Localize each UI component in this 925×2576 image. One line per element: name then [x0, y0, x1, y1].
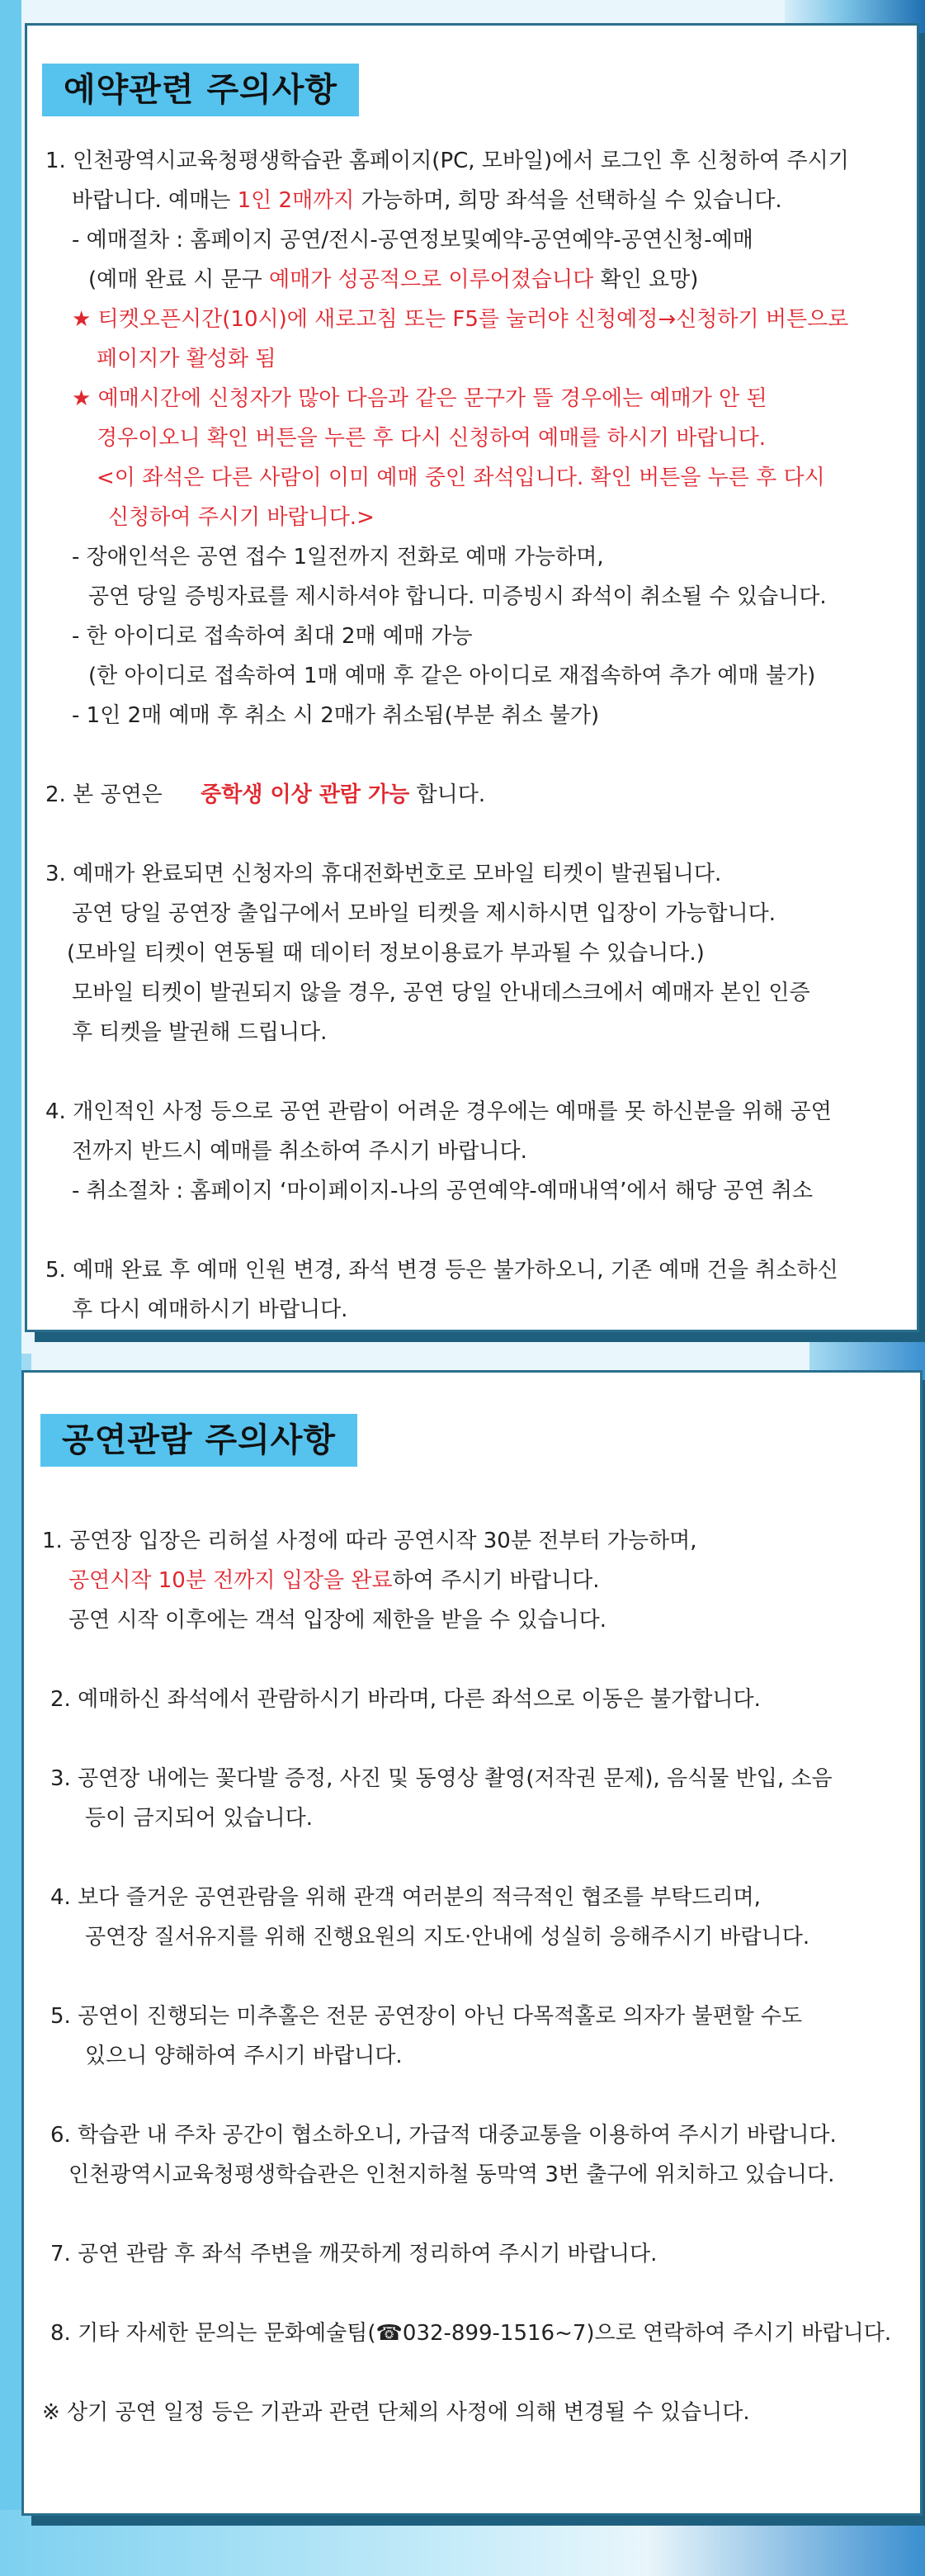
highlight-text: 1인 2매까지	[237, 188, 355, 213]
highlight-text: 공연시작 10분 전까지 입장을 완료	[68, 1568, 393, 1593]
notice-line: 전까지 반드시 예매를 취소하여 주시기 바랍니다.	[72, 1139, 527, 1164]
spacer	[45, 1052, 900, 1092]
notice-line: 7. 공연 관람 후 좌석 주변을 깨끗하게 정리하여 주시기 바랍니다.	[50, 2242, 658, 2266]
notice-line: 5. 공연이 진행되는 미추홀은 전문 공연장이 아닌 다목적홀로 의자가 불편할 수도	[50, 2004, 803, 2029]
notice-line: 공연 시작 이후에는 객석 입장에 제한을 받을 수 있습니다.	[68, 1608, 607, 1633]
notice-line: 공연장 질서유지를 위해 진행요원의 지도·안내에 성실히 응해주시기 바랍니다.	[85, 1925, 810, 1950]
notice-line	[45, 300, 900, 339]
notice-line: 1. 인천광역시교육청평생학습관 홈페이지(PC, 모바일)에서 로그인 후 신청하여 주시기	[45, 149, 849, 173]
performance-notice-panel	[21, 1370, 923, 2516]
notice-line: - 예매절차 : 홈페이지 공연/전시-공연정보및예약-공연예약-공연신청-예매	[72, 228, 753, 253]
background-accent-bottom	[0, 2510, 925, 2576]
notice-line: 공연 당일 증빙자료를 제시하셔야 합니다. 미증빙시 좌석이 취소될 수 있습니다.	[88, 584, 827, 609]
performance-notice-body	[42, 1521, 904, 2432]
notice-line: 6. 학습관 내 주차 공간이 협소하오니, 가급적 대중교통을 이용하여 주시기 바랍니다.	[50, 2123, 837, 2148]
notice-line: 2. 예매하신 좌석에서 관람하시기 바라며, 다른 좌석으로 이동은 불가합니다.	[50, 1687, 761, 1712]
spacer	[42, 2195, 904, 2234]
notice-line: (한 아이디로 접속하여 1매 예매 후 같은 아이디로 재접속하여 추가 예매 불가)	[88, 664, 816, 688]
notice-line: 5. 예매 완료 후 예매 인원 변경, 좌석 변경 등은 불가하오니, 기존 예매 건을 취소하신	[45, 1258, 838, 1283]
notice-line: 3. 예매가 완료되면 신청자의 휴대전화번호로 모바일 티켓이 발권됩니다.	[45, 862, 722, 886]
highlight-text: 티켓오픈시간(10시)에 새로고침 또는 F5를 눌러야 신청예정→신청하기 버튼으로	[97, 307, 849, 332]
highlight-text: <이 좌석은 다른 사람이 이미 예매 중인 좌석입니다. 확인 버튼을 누른 후 다시	[97, 466, 825, 490]
star-icon: ★	[72, 386, 98, 411]
notice-line: (예매 완료 시 문구 예매가 성공적으로 이루어졌습니다 확인 요망)	[88, 267, 699, 292]
spacer	[42, 2353, 904, 2393]
notice-line: 공연 당일 공연장 출입구에서 모바일 티켓을 제시하시면 입장이 가능합니다.	[72, 901, 776, 926]
notice-line: 후 티켓을 발권해 드립니다.	[72, 1020, 328, 1045]
spacer	[42, 1640, 904, 1680]
performance-notice-title: 공연관람 주의사항	[40, 1414, 357, 1467]
highlight-text: 예매가 성공적으로 이루어졌습니다	[269, 267, 594, 292]
spacer	[42, 1719, 904, 1759]
notice-line: - 1인 2매 예매 후 취소 시 2매가 취소됨(부분 취소 불가)	[72, 703, 600, 728]
notice-line: - 한 아이디로 접속하여 최대 2매 예매 가능	[72, 624, 473, 649]
spacer	[42, 2274, 904, 2314]
notice-line	[45, 498, 900, 537]
reservation-notice-body	[45, 141, 900, 1330]
spacer	[42, 1838, 904, 1878]
notice-line: 모바일 티켓이 발권되지 않을 경우, 공연 당일 안내데스크에서 예매자 본인 인증	[72, 981, 810, 1005]
spacer	[42, 1957, 904, 1997]
notice-line: 인천광역시교육청평생학습관은 인천지하철 동막역 3번 출구에 위치하고 있습니다.	[68, 2162, 835, 2187]
notice-line: 8. 기타 자세한 문의는 문화예술팀(☎032-899-1516~7)으로 연락하여 주시기 바랍니다.	[50, 2321, 892, 2346]
notice-line	[45, 458, 900, 498]
highlight-text: 신청하여 주시기 바랍니다.>	[108, 505, 375, 530]
reservation-notice-panel	[25, 23, 919, 1332]
highlight-text: 예매시간에 신청자가 많아 다음과 같은 문구가 뜰 경우에는 예매가 안 된	[97, 386, 767, 411]
background-stripe-left	[0, 0, 21, 2576]
highlight-text: 경우이오니 확인 버튼을 누른 후 다시 신청하여 예매를 하시기 바랍니다.	[97, 426, 767, 451]
notice-line: - 취소절차 : 홈페이지 ‘마이페이지-나의 공연예약-예매내역’에서 해당 공연 취소	[72, 1179, 814, 1203]
spacer	[42, 2076, 904, 2115]
notice-line: 1. 공연장 입장은 리허설 사정에 따라 공연시작 30분 전부터 가능하며,	[42, 1529, 697, 1553]
spacer	[45, 735, 900, 775]
highlight-text: 페이지가 활성화 됨	[97, 347, 276, 371]
notice-line: 4. 개인적인 사정 등으로 공연 관람이 어려운 경우에는 예매를 못 하신분을 위해 공연	[45, 1099, 832, 1124]
notice-line: 공연시작 10분 전까지 입장을 완료하여 주시기 바랍니다.	[68, 1568, 600, 1593]
notice-line	[45, 379, 900, 418]
highlight-text: 중학생 이상 관람 가능	[201, 782, 410, 807]
spacer	[45, 815, 900, 854]
notice-line: 4. 보다 즐거운 공연관람을 위해 관객 여러분의 적극적인 협조를 부탁드리며,	[50, 1885, 761, 1910]
notice-line: 바랍니다. 예매는 1인 2매까지 가능하며, 희망 좌석을 선택하실 수 있습니다.	[72, 188, 782, 213]
star-icon: ★	[72, 307, 98, 332]
notice-line: ※ 상기 공연 일정 등은 기관과 관련 단체의 사정에 의해 변경될 수 있습니다.	[42, 2400, 750, 2425]
notice-line: 3. 공연장 내에는 꽃다발 증정, 사진 및 동영상 촬영(저작권 문제), 음식물 반입, 소음	[50, 1766, 833, 1791]
notice-line: 등이 금지되어 있습니다.	[85, 1806, 313, 1831]
reservation-notice-title: 예약관련 주의사항	[42, 64, 359, 116]
notice-line: 후 다시 예매하시기 바랍니다.	[72, 1297, 348, 1322]
notice-line	[45, 418, 900, 458]
notice-line: - 장애인석은 공연 접수 1일전까지 전화로 예매 가능하며,	[72, 545, 604, 570]
notice-line: (모바일 티켓이 연동될 때 데이터 정보이용료가 부과될 수 있습니다.)	[67, 941, 705, 966]
notice-line	[45, 339, 900, 379]
notice-line: 있으니 양해하여 주시기 바랍니다.	[85, 2044, 403, 2068]
notice-line: 2. 본 공연은 중학생 이상 관람 가능 합니다.	[45, 782, 486, 807]
spacer	[45, 1211, 900, 1250]
